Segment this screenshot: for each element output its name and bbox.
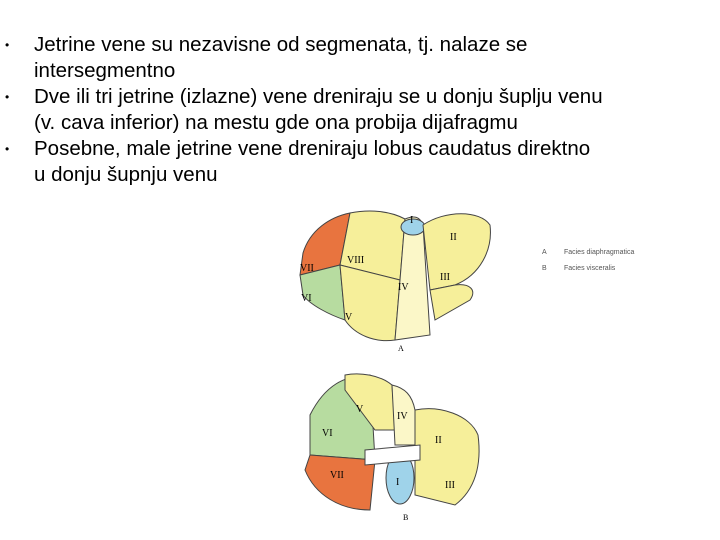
legend-label: Facies diaphragmatica: [563, 249, 635, 256]
label-segment: V: [356, 404, 364, 415]
legend-key: B: [542, 265, 547, 272]
bullet-item: [0, 84, 720, 136]
bullet-glyph: •: [5, 90, 10, 104]
label-segment: III: [440, 272, 450, 283]
label-segment: VIII: [347, 255, 365, 266]
segment-ii-region: [423, 214, 490, 290]
label-segment: V: [345, 312, 353, 323]
legend-label: Facies visceralis: [563, 265, 616, 272]
figure-caption: A: [398, 344, 404, 353]
label-segment: III: [445, 480, 455, 491]
label-segment: II: [435, 435, 442, 446]
label-segment: VII: [330, 470, 344, 481]
figure-legend: [542, 245, 634, 277]
label-segment: VII: [300, 263, 314, 274]
liver-diagram-a: [295, 205, 500, 355]
label-segment: VI: [301, 293, 312, 304]
legend-row: [542, 245, 634, 261]
label-segment: I: [410, 215, 414, 226]
legend-key: A: [542, 249, 547, 256]
liver-diagram-b: [300, 370, 490, 525]
bullet-text: Jetrine vene su nezavisne od segmenata, tj. nalaze se intersegmentno: [34, 33, 528, 82]
legend-row: [542, 261, 634, 277]
bullet-list: [0, 32, 720, 188]
label-segment: VI: [322, 428, 333, 439]
label-segment: IV: [398, 282, 409, 293]
label-segment: IV: [397, 411, 408, 422]
segment-iii-region: [430, 285, 473, 320]
label-segment: I: [396, 477, 400, 488]
bullet-item: [0, 136, 720, 188]
bullet-item: [0, 32, 720, 84]
bullet-glyph: •: [5, 38, 10, 52]
figure-caption: B: [403, 513, 409, 522]
bullet-text: Posebne, male jetrine vene dreniraju lobus caudatus direktno u donju šupnju venu: [34, 137, 591, 186]
bullet-glyph: •: [5, 142, 10, 156]
bullet-text: Dve ili tri jetrine (izlazne) vene dreniraju se u donju šuplju venu (v. cava inferior) na mestu gde ona probija dijafragmu: [34, 85, 603, 134]
label-segment: II: [450, 232, 457, 243]
